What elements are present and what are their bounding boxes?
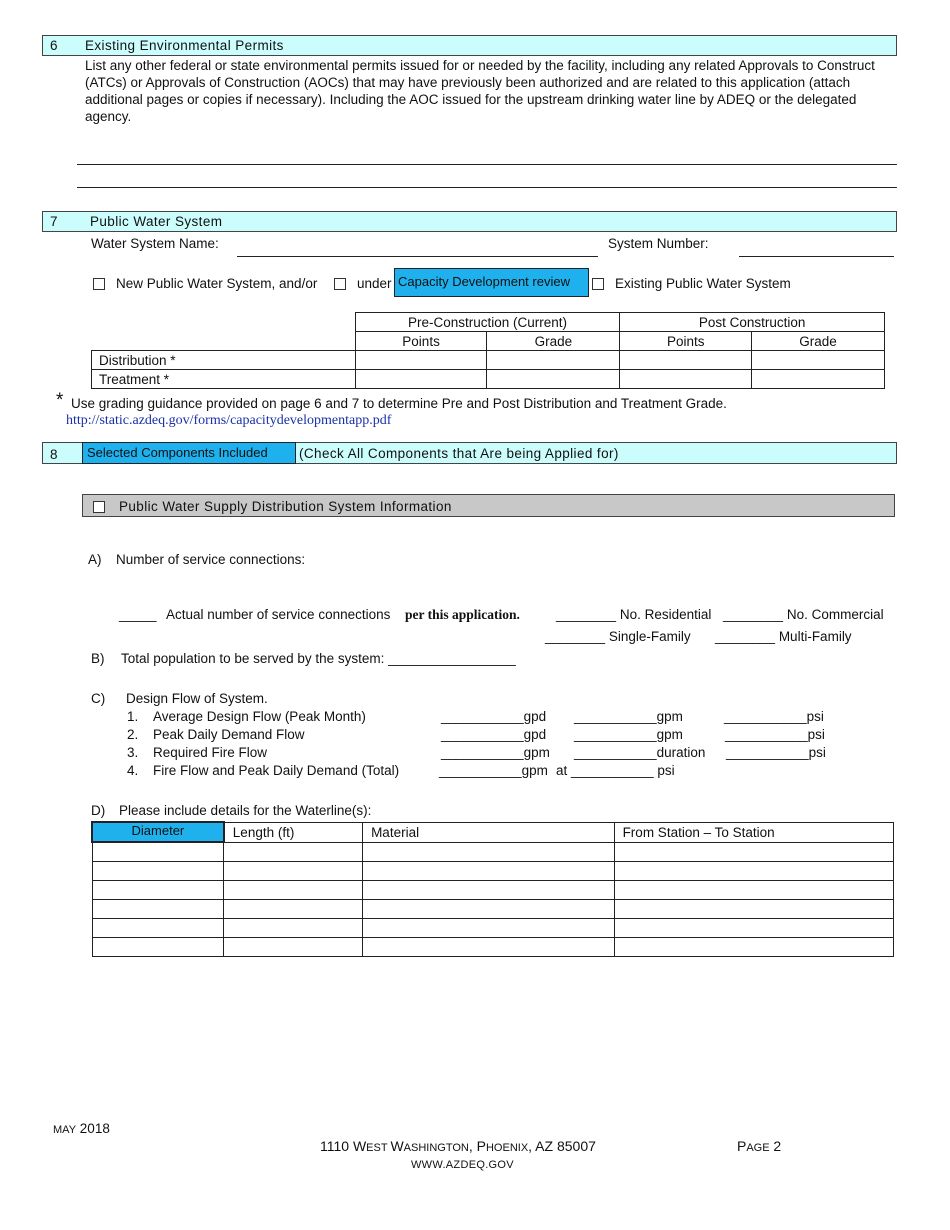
under-label: under [357,276,392,291]
answer-line[interactable] [77,187,897,188]
part-a-text: Number of service connections: [116,552,306,567]
section-title: Selected Components Included [82,442,296,464]
address-part: ASHINGTON [403,1142,469,1154]
table-row [92,842,894,862]
table-cell[interactable] [614,919,893,938]
section-6-header [42,35,897,56]
part-a-label: A) [88,552,102,567]
capacity-development-link[interactable]: http://static.azdeq.gov/forms/capacitydevelopmentapp.pdf [66,413,392,428]
table-cell[interactable] [92,842,224,862]
per-application-label: per this application. [405,607,520,622]
new-pws-label: New Public Water System, and/or [116,276,318,291]
section-number: 6 [50,38,58,53]
table-cell[interactable] [487,370,620,389]
table-cell[interactable] [363,919,615,938]
grade-header: Grade [487,332,620,351]
month-first: M [53,1124,63,1136]
table-cell[interactable] [92,919,224,938]
system-number-label: System Number: [608,236,709,251]
table-cell[interactable] [92,881,224,900]
residential-field[interactable]: ________ No. Residential [556,607,712,622]
table-row [92,881,894,900]
flow-field[interactable]: ___________gpd [441,727,547,742]
capacity-development-checkbox[interactable] [334,278,346,290]
diameter-header: Diameter [92,822,224,842]
table-cell[interactable] [752,351,885,370]
table-cell[interactable] [620,351,752,370]
part-d-label: D) [91,803,106,818]
section-7-header [42,211,897,232]
water-system-name-field[interactable] [237,256,598,257]
table-row [92,370,885,389]
distribution-component-checkbox[interactable] [93,501,105,513]
grading-table [91,312,885,389]
table-row [92,938,894,957]
points-header: Points [620,332,752,351]
table-row [92,862,894,881]
table-cell[interactable] [363,900,615,919]
flow-row-number: 2. [127,727,139,742]
existing-pws-label: Existing Public Water System [615,276,791,291]
part-b-label: B) [91,651,105,666]
footer-page [737,1138,781,1154]
address-part: W [390,1138,404,1154]
table-cell[interactable] [224,900,363,919]
table-cell[interactable] [752,370,885,389]
actual-connections-label: Actual number of service connections [166,607,391,622]
table-cell[interactable] [355,351,487,370]
grading-note: Use grading guidance provided on page 6 and 7 to determine Pre and Post Distribution and Treatment Grade. [71,396,727,411]
flow-row-label: Average Design Flow (Peak Month) [153,709,366,724]
table-cell[interactable] [224,862,363,881]
flow-row-label: Required Fire Flow [153,745,268,760]
section-title: Existing Environmental Permits [85,38,284,53]
page-first: P [737,1138,747,1154]
new-pws-checkbox[interactable] [93,278,105,290]
page-rest: AGE [746,1142,770,1154]
length-header: Length (ft) [224,822,363,842]
flow-row-label: Fire Flow and Peak Daily Demand (Total) [153,763,400,778]
table-corner [92,332,356,351]
flow-field[interactable]: ___________duration [574,745,706,760]
address-part: , AZ 85007 [528,1138,596,1154]
existing-pws-checkbox[interactable] [592,278,604,290]
part-c-label: C) [91,691,106,706]
address-part: HOENIX [485,1142,529,1154]
single-family-field[interactable]: ________ Single-Family [545,629,691,644]
table-cell[interactable] [620,370,752,389]
section-6-instructions: List any other federal or state environmental permits issued for or needed by the facility, including any related Approvals to Construct (ATCs) or Approvals of Construction (AOCs) that may have previously been authorized and are related to this application (attach additional pages or copies if necessary). Including the AOC issued for the upstream drinking water line by ADEQ or the delegated agency. [85,58,875,124]
population-field[interactable]: Total population to be served by the system: _________________ [121,651,516,666]
station-header: From Station – To Station [614,822,893,842]
address-part: 1110 W [320,1138,367,1154]
flow-row-label: Peak Daily Demand Flow [153,727,305,742]
table-cell[interactable] [224,881,363,900]
waterline-table [91,821,894,957]
table-cell[interactable] [92,900,224,919]
section-title: Public Water System [90,214,223,229]
distribution-component-label: Public Water Supply Distribution System Information [119,499,452,514]
design-flow-title: Design Flow of System. [126,691,268,706]
table-corner [92,313,356,332]
flow-field[interactable]: ___________gpm [574,727,683,742]
flow-field[interactable]: at ___________ psi [556,763,675,778]
footer-website[interactable]: WWW.AZDEQ.GOV [411,1159,514,1171]
post-construction-header: Post Construction [620,313,885,332]
flow-field[interactable]: ___________gpd [441,709,547,724]
flow-field[interactable]: ___________psi [725,727,825,742]
table-cell[interactable] [614,862,893,881]
footer-date [53,1121,110,1136]
waterline-instructions: Please include details for the Waterline(s): [119,803,372,818]
points-header: Points [355,332,487,351]
pre-construction-header: Pre-Construction (Current) [355,313,620,332]
flow-field[interactable]: ___________psi [724,709,824,724]
table-cell[interactable] [224,919,363,938]
page-number: 2 [773,1138,782,1154]
water-system-name-label: Water System Name: [91,236,219,251]
table-cell[interactable] [614,842,893,862]
section-number: 8 [50,447,58,462]
table-cell[interactable] [224,938,363,957]
table-cell[interactable] [363,881,615,900]
table-cell[interactable] [614,938,893,957]
table-cell[interactable] [487,351,620,370]
grade-header: Grade [752,332,885,351]
material-header: Material [363,822,615,842]
table-cell[interactable] [363,842,615,862]
section-number: 7 [50,214,58,229]
row-label: Distribution * [92,351,356,370]
flow-field[interactable]: ___________gpm [439,763,548,778]
capacity-development-highlight: Capacity Development review [394,268,589,297]
footer-year: 2018 [79,1121,110,1136]
flow-row-number: 4. [127,763,139,778]
table-cell[interactable] [363,938,615,957]
table-row [92,900,894,919]
table-cell[interactable] [614,881,893,900]
table-cell[interactable] [355,370,487,389]
footer-address [320,1138,596,1154]
row-label: Treatment * [92,370,356,389]
flow-row-number: 3. [127,745,139,760]
flow-row-number: 1. [127,709,139,724]
flow-field[interactable]: ___________psi [726,745,826,760]
table-cell[interactable] [614,900,893,919]
table-row [92,919,894,938]
month-rest: AY [62,1124,77,1136]
system-number-field[interactable] [739,256,894,257]
multi-family-field[interactable]: ________ Multi-Family [715,629,852,644]
address-part: , P [468,1138,486,1154]
asterisk-mark: * [56,390,64,411]
flow-field[interactable]: ___________gpm [574,709,683,724]
table-cell[interactable] [92,862,224,881]
answer-line[interactable] [77,164,897,165]
table-cell[interactable] [224,842,363,862]
table-cell[interactable] [92,938,224,957]
commercial-field[interactable]: ________ No. Commercial [723,607,884,622]
table-cell[interactable] [363,862,615,881]
table-row [92,351,885,370]
address-part: EST [366,1142,391,1154]
section-subtitle: (Check All Components that Are being Applied for) [299,446,619,461]
actual-connections-blank[interactable]: _____ [119,607,157,622]
flow-field[interactable]: ___________gpm [441,745,550,760]
